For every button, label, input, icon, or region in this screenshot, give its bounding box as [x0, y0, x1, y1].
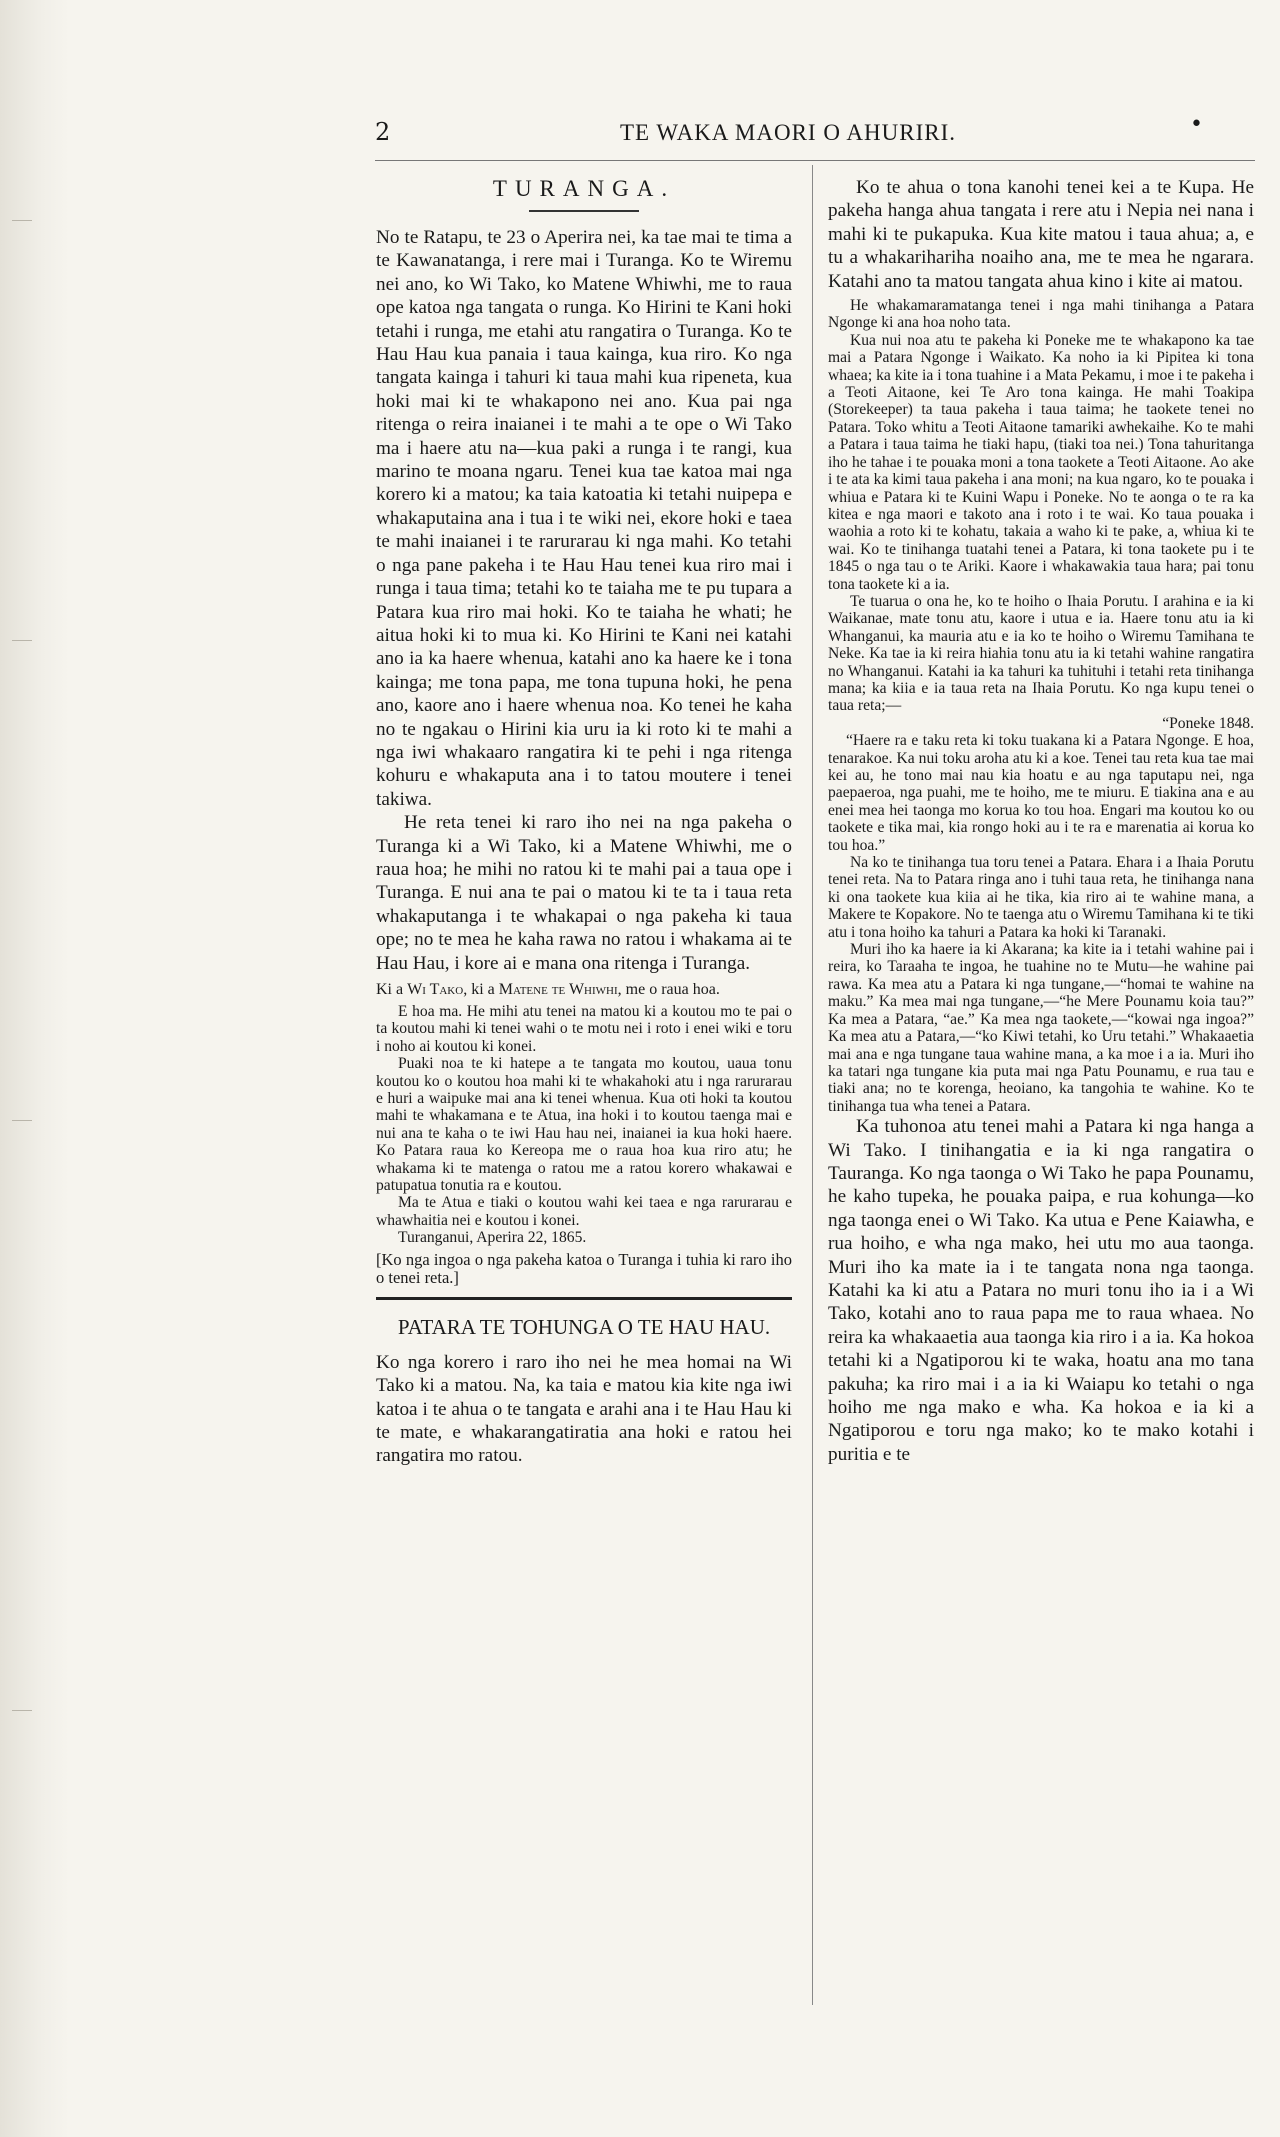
- margin-mark: [12, 220, 32, 221]
- right-paragraph-1: Ko te ahua o tona kanohi tenei kei a te Kupa. He pakeha hanga ahua tangata i rere atu i Nepia nei nana i mahi ki te pukapuka. Kua kite matou i taua ahua; a, e tu a whakarihariha noaiho ana, me te mea he ngarara. Katahi ano ta matou tangata ahua kino i kite ai matou.: [828, 177, 1254, 292]
- quoted-letter-date: “Poneke 1848.: [1162, 714, 1254, 732]
- right-column: [828, 170, 1254, 1466]
- section-divider: [376, 1297, 792, 1300]
- column-rule: [812, 165, 813, 2005]
- page-header: [375, 112, 1255, 154]
- quoted-letter-body: “Haere ra e taku reta ki toku tuakana ki a Patara Ngonge. E hoa, tenarakoe. Ka nui toku aroha atu ki a koe. Tenei tau reta kua tae mai kei au, he tono mai nau kia hoatu e au nga taputapu nei, nga paepaeroa, nga puahi, me te hoiho, me te miuru. E tiakina ana e au enei mea hei taonga mo korua ko tou hoa. Engari ma koutou ko ou taokete e tika mai, kia rongo hoki au i te ra e marenatia ai korua ko tou hoa.”: [828, 732, 1254, 854]
- margin-mark: [12, 640, 32, 641]
- page-number: 2: [375, 118, 391, 146]
- section-title-turanga: TURANGA.: [492, 176, 676, 201]
- address-name-2: Matene te Whiwhi,: [498, 981, 622, 998]
- print-speck: •: [1190, 112, 1203, 137]
- margin-mark: [12, 1120, 32, 1121]
- right-paragraph-2: He whakamaramatanga tenei i nga mahi tinihanga a Patara Ngonge ki ana hoa noho tata.: [828, 297, 1254, 332]
- letter-paragraph-3: Ma te Atua e tiaki o koutou wahi kei taea e nga rarurarau e whawhaitia nei e koutou i konei.: [376, 1194, 792, 1229]
- right-paragraph-4: Te tuarua o ona he, ko te hoiho o Ihaia Porutu. I arahina e ia ki Waikanae, mate tonu atu, kaore i utua e ia. Haere tonu atu ia ki Whanganui, ka mauria atu e ia ko te hoiho o Wiremu Tamihana te Neke. Ka tae ia ki reira hiahia tonu atu ia ki tetahi wahine rangatira no Whanganui. Katahi ia ka tahuri ka tuhituhi i tetahi reta tinihanga mana; ka kiia e ia taua reta na Ihaia Porutu. Ko nga kupu tenei o taua reta;—: [828, 592, 1254, 715]
- title-underline: [529, 210, 639, 212]
- section-title-patara: PATARA TE TOHUNGA O TE HAU HAU.: [397, 1314, 771, 1339]
- address-mid: ki a: [471, 981, 495, 998]
- turanga-paragraph-2: He reta tenei ki raro iho nei na nga pakeha o Turanga ki a Wi Tako, ki a Matene Whiwhi, me o raua hoa; he mihi no ratou ki te mahi pai a taua ope i Turanga. E nui ana te pai o matou ki te ta i taua reta whakaputanga i te whakapai o nga pakeha ki taua ope; no te mea he kaha rawa no ratou i whakama ai te Hau Hau, i kore ai e mana ona ritenga i Turanga.: [376, 812, 792, 974]
- running-title: TE WAKA MAORI O AHURIRI.: [620, 120, 956, 145]
- right-paragraph-5: Na ko te tinihanga tua toru tenei a Patara. Ehara i a Ihaia Porutu tenei reta. Na to Patara ringa ano i tuhi taua reta, he tinihanga nana ki ona taokete kua kiia ai he tika, kia riro ai te wahine mana, a Makere te Kopakore. No te taenga atu o Wiremu Tamihana ki te tiki atu i tona hoiho ka tahuri a Patara ka hoki ki Taranaki.: [828, 854, 1254, 941]
- left-column: [376, 170, 792, 1468]
- address-prefix: Ki a: [376, 981, 404, 998]
- letter-date: Turanganui, Aperira 22, 1865.: [398, 1229, 587, 1247]
- right-paragraph-7: Ka tuhonoa atu tenei mahi a Patara ki nga hanga a Wi Tako. I tinihangatia e ia ki nga rangatira o Tauranga. Ko nga taonga o Wi Tako he papa Pounamu, he kaho tupeka, he pouaka paipa, e rua kohunga—ko nga taonga enei o Wi Tako. Ka utua e Pene Kaiawha, e rua hoiho, e wha nga mako, hei utu mo aua taonga. Muri iho ka mate ia i te tangata nona nga taonga. Katahi ka ki atu a Patara no muri tonu iho ia i a Wi Tako, kotahi ano to raua papa me to raua whaea. No reira ka whakaaetia aua taonga kia riro i a ia. Ka hokoa tetahi ki a Ngatiporou ki te waka, hoatu ana mo tana pakuha; ka riro mai i a ia ki Waiapu ko tetahi o nga hoiho me nga mako e wha. Ka hokoa e ia ki a Ngatiporou e toru nga mako; ko te mako kotahi i puritia e te: [828, 1116, 1254, 1465]
- editor-note: [Ko nga ingoa o nga pakeha katoa o Turanga i tuhia ki raro iho o tenei reta.]: [376, 1249, 792, 1287]
- letter-paragraph-2: Puaki noa te ki hatepe a te tangata mo koutou, uaua tonu koutou ko o koutou hoa mahi ki te whakahoki atu i nga rarurarau e huri a waipuke mai ana ki tenei whenua. Kua oti hoki ta koutou mahi te whakamana e te Atua, ina hoki i to koutou taenga mai e nui ana te kaha o te iwi Hau hau nei, inaianei ia kua hoki haere. Ko Patara raua ko Kereopa me o raua hoa kua riro atu; he whakama ki te matenga o ratou me a ratou korero whakawai e patupatua tonutia ra e koutou.: [376, 1055, 792, 1195]
- right-paragraph-3: Kua nui noa atu te pakeha ki Poneke me te whakapono ka tae mai a Patara Ngonge i Waikato. Ka noho ia ki Pipitea ki tona whaea; ka kite ia i tona tuahine i a Mata Pekamu, i moe i te pakeha i a Teoti Aitaone, kei Te Aro tona kainga. He mahi Toakipa (Storekeeper) ta taua pakeha i taua taima; he taokete tenei no Patara. Toko whitu a Teoti Aitaone tamariki awhekaihe. Ko te mahi a Patara i taua taima he tiaki hapu, (tiaki toa nei.) Tona tahuritanga iho he tahae i te pouaka moni a tona taokete a Teoti Aitaone. Ao ake i te ata ka kimi taua pakeha i ana moni; na kua ngaro, ko te pouaka i whiua e Patara ki te Kuini Wapu i Poneke. No te aonga o te ra ka kitea e nga maori e takoto ana i roto i te wai. Ko taua pouaka i waohia a roto ki te kohatu, takaia a waho ki te pake, a, whiua ki te wai. Ko te tinihanga tuatahi tenei a Patara, ki tona taokete pu i te 1845 o nga tau o te Ariki. Kaore i whakawakia taua hara; pai tonu tona taokete ki a ia.: [828, 331, 1254, 593]
- right-paragraph-6: Muri iho ka haere ia ki Akarana; ka kite ia i tetahi wahine pai i reira, ko Taraaha te ingoa, he tuahine no te Mutu—he wahine pai rawa. Ka mea atu a Patara ki nga tungane,—“homai te wahine na maku.” Ka mea mai nga tungane,—“he Mere Pounamu koia tau?” Ka mea a Patara, “ae.” Ka mea nga taokete,—“kowai nga ingoa?” Ka mea atu a Patara,—“ko Kiwi tetahi, ko Uru tetahi.” Whakaaetia mai ana e nga tungane taua wahine mana, a ka moe i a ia. Muri iho ka tatari nga tungane kia puta mai nga Patu Pounamu, e rua tau e tiaki ana; no te korenga, heoiano, ka tangohia te wahine. Ko te tinihanga tua wha tenei a Patara.: [828, 941, 1254, 1115]
- header-rule: [375, 160, 1255, 161]
- letter-paragraph-1: E hoa ma. He mihi atu tenei na matou ki a koutou mo te pai o ta koutou mahi ki tenei wahi o te motu nei i roto i enei wiki e toru i noho ai koutou ki konei.: [376, 1003, 792, 1055]
- margin-mark: [12, 1710, 32, 1711]
- address-suffix: me o raua hoa.: [625, 981, 720, 998]
- patara-intro-paragraph: Ko nga korero i raro iho nei he mea homai na Wi Tako ki a matou. Na, ka taia e matou kia kite nga iwi katoa i te ahua o te tangata e arahi ana i te Hau Hau ki te mate, e whakarangatiratia ana hoki e ratou hei rangatira mo ratou.: [376, 1351, 792, 1467]
- turanga-paragraph-1: No te Ratapu, te 23 o Aperira nei, ka tae mai te tima a te Kawanatanga, i rere mai i Turanga. Ko te Wiremu nei ano, ko Wi Tako, ko Matene Whiwhi, me to raua ope katoa nga tangata o runga. Ko Hirini te Kani hoki tetahi i runga, me etahi atu rangatira o Turanga. Ko te Hau Hau kua panaia i taua kainga, kua riro. Ko nga tangata kainga i tahuri ki taua mahi kua ripeneta, kua hoki mai ki te whakapono nei ano. Kua pai nga ritenga o reira inaianei i te mahi a te ope o Wi Tako ma i haere atu na—kua paki a runga i te rangi, kua marino te moana ngaru. Tenei kua tae katoa mai nga korero ki a matou; ka taia katoatia ki tetahi nuipepa e whakaputaina ana i tua i te wiki nei, ekore hoki e taea te mahi inaianei i te rarurarau ki nga mahi. Ko tetahi o nga pane pakeha i te Hau Hau tenei kua riro mai i runga i taua tima; tetahi ko te taiaha me te pu tupara a Patara kua riro mai hoki. Ko te taiaha he whati; he aitua hoki ki to mua ki. Ko Hirini te Kani nei katahi ano ia ka haere whenua, katahi ano ka haere ke i tona kainga; me tona papa, me tona tupuna hoki, he pena ano, kaore ano i haere whenua noa. Ko tenei he kaha no te ngakau o Hirini kia uru ia ki roto ki te mahi a nga iwi whakaaro rangatira ki te pehi i nga ritenga kohuru e whakaputa ana i to tatou moutere i tenei takiwa.: [376, 227, 792, 810]
- letter-address: [376, 981, 792, 999]
- scan-margin: [0, 0, 70, 2137]
- address-name-1: Wi Tako,: [407, 981, 468, 998]
